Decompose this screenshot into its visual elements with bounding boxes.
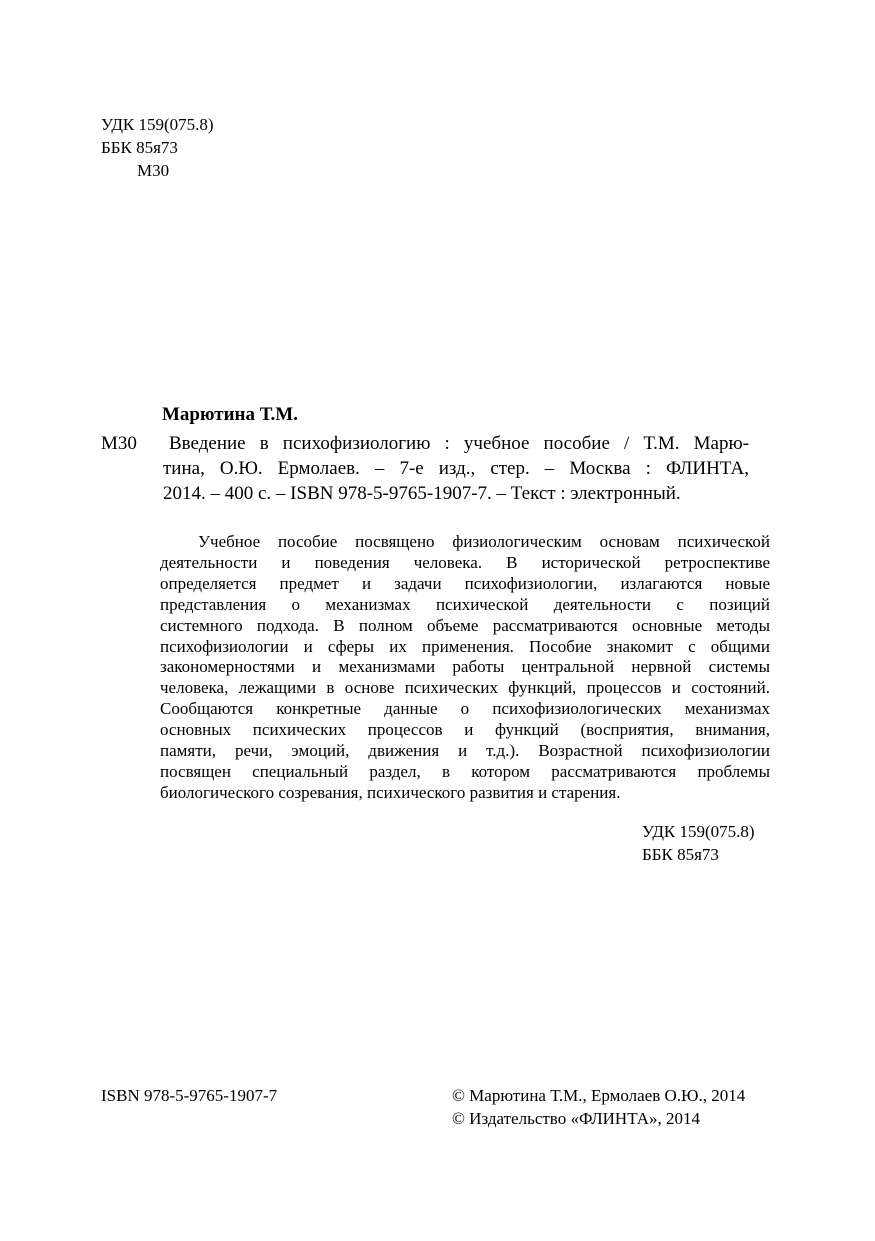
annotation-line: посвящен специальный раздел, в котором рассматриваются проблемы bbox=[160, 761, 770, 781]
copyright-block bbox=[452, 1084, 745, 1130]
annotation-line: деятельности и поведения человека. В исторической ретроспективе bbox=[160, 552, 770, 572]
annotation-line: определяется предмет и задачи психофизиологии, излагаются новые bbox=[160, 573, 770, 593]
bbk-code: ББК 85я73 bbox=[101, 138, 178, 157]
annotation-line: психофизиологии и сферы их применения. Пособие знакомит с общими bbox=[160, 636, 770, 656]
description-line: 2014. – 400 с. – ISBN 978-5-9765-1907-7. – Текст : электронный. bbox=[163, 483, 681, 504]
annotation-line: Учебное пособие посвящено физиологическим основам психической bbox=[198, 532, 770, 551]
copyright-publisher: © Издательство «ФЛИНТА», 2014 bbox=[452, 1109, 701, 1128]
annotation-line: человека, лежащими в основе психических функций, процессов и состояний. bbox=[160, 678, 770, 698]
annotation-line: памяти, речи, эмоций, движения и т.д.). Возрастной психофизиологии bbox=[160, 741, 770, 761]
bibliographic-description bbox=[163, 431, 749, 506]
annotation-line: биологического созревания, психического развития и старения. bbox=[160, 782, 621, 802]
top-classification-codes bbox=[101, 113, 214, 182]
annotation-line: основных психических процессов и функций (восприятия, внимания, bbox=[160, 720, 770, 740]
copyright-authors: © Марютина Т.М., Ермолаев О.Ю., 2014 bbox=[452, 1086, 746, 1105]
udk-code: УДК 159(075.8) bbox=[642, 822, 755, 841]
annotation-line: закономерностями и механизмами работы центральной нервной системы bbox=[160, 657, 770, 677]
annotation-line: системного подхода. В полном объеме рассматриваются основные методы bbox=[160, 615, 770, 635]
udk-code: УДК 159(075.8) bbox=[101, 115, 214, 134]
author-heading: Марютина Т.М. bbox=[162, 404, 298, 425]
description-line: тина, О.Ю. Ермолаев. – 7-е изд., стер. – Москва : ФЛИНТА, bbox=[163, 458, 749, 479]
bottom-classification-codes bbox=[642, 820, 755, 866]
annotation-line: представления о механизмах психической деятельности с позиций bbox=[160, 594, 770, 614]
isbn-number: ISBN 978-5-9765-1907-7 bbox=[101, 1086, 278, 1105]
annotation-line: Сообщаются конкретные данные о психофизиологических механизмах bbox=[160, 699, 770, 719]
author-mark: М30 bbox=[137, 161, 170, 180]
description-line: Введение в психофизиологию : учебное пособие / Т.М. Марю- bbox=[169, 433, 749, 454]
annotation-paragraph bbox=[160, 532, 770, 804]
bbk-code: ББК 85я73 bbox=[642, 845, 719, 864]
author-mark-marker: М30 bbox=[101, 433, 137, 454]
